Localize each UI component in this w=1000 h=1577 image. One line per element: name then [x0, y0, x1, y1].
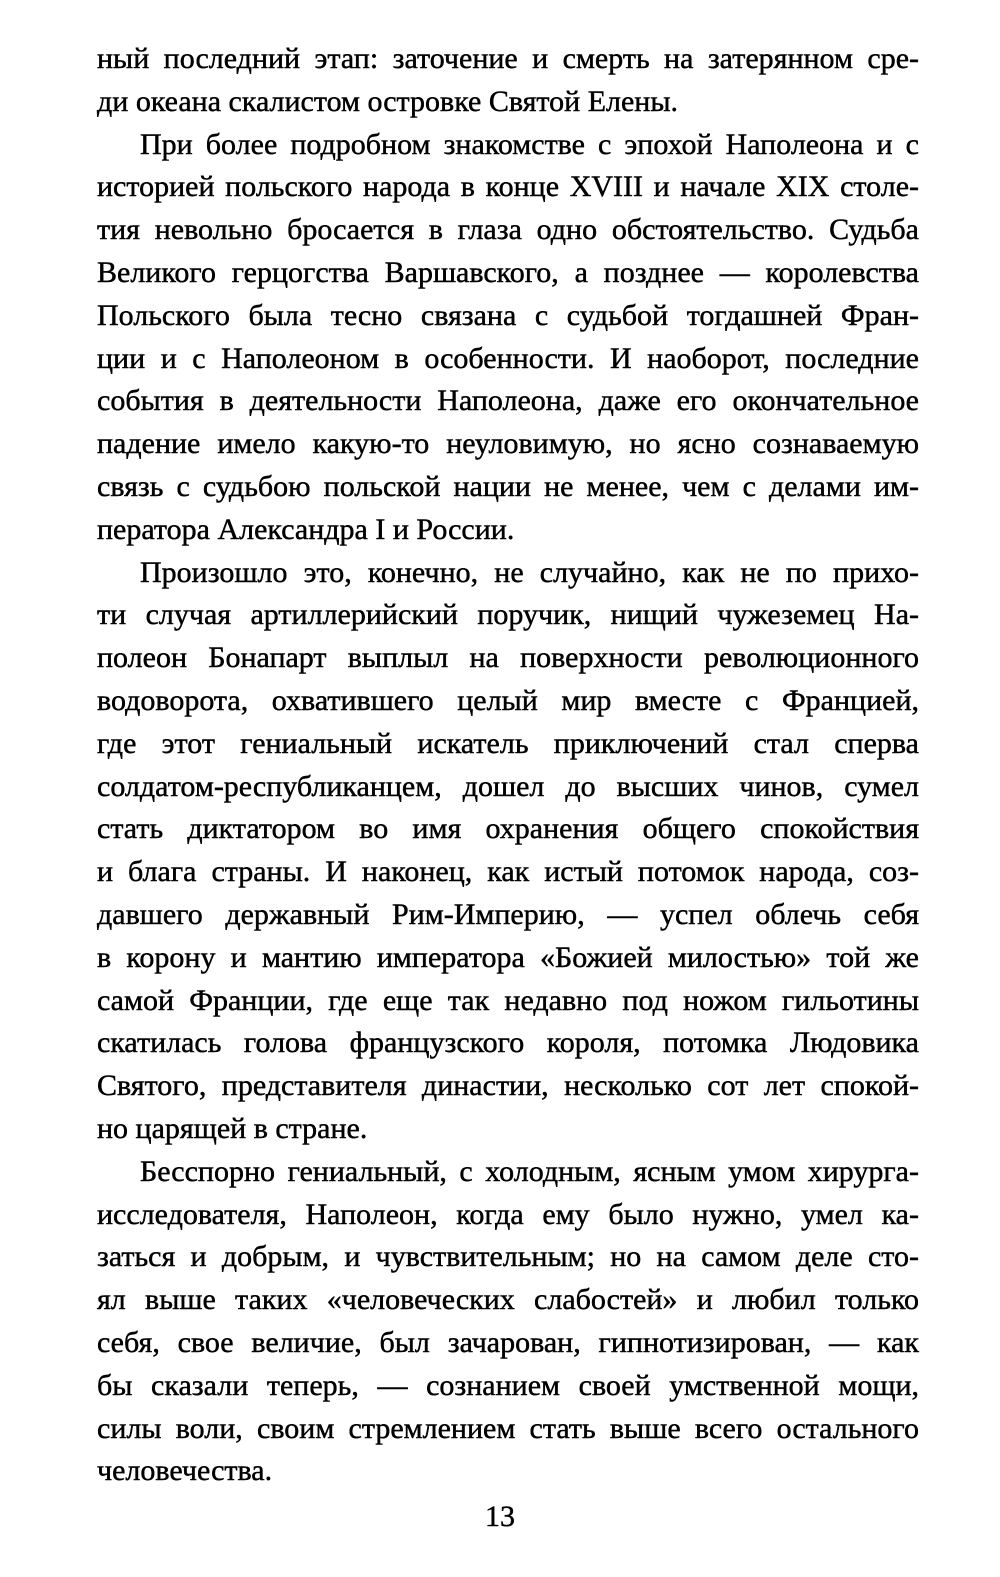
text-line: Польского была тесно связана с судьбой тогдашней Фран- — [97, 298, 919, 332]
text-line: человечества. — [97, 1454, 273, 1488]
text-line: но царящей в стране. — [97, 1111, 368, 1145]
page-number: 13 — [485, 1500, 515, 1533]
text-line: полеон Бонапарт выплыл на поверхности революционного — [97, 641, 919, 675]
text-line: самой Франции, где еще так недавно под ножом гильотины — [97, 983, 919, 1017]
text-line: в корону и мантию императора «Божией милостью» той же — [97, 940, 919, 974]
text-line: ди океана скалистом островке Святой Елены. — [97, 84, 679, 118]
text-line: ти случая артиллерийский поручик, нищий чужеземец На- — [97, 598, 919, 632]
text-line: скатилась голова французского короля, потомка Людовика — [97, 1026, 919, 1060]
text-line: историей польского народа в конце XVIII и начале XIX столе- — [97, 170, 919, 204]
text-line: Бесспорно гениальный, с холодным, ясным умом хирурга- — [140, 1154, 919, 1188]
text-line: Произошло это, конечно, не случайно, как не по прихо- — [140, 555, 919, 589]
text-line: солдатом-республиканцем, дошел до высших чинов, сумел — [97, 769, 919, 803]
text-line: связь с судьбою польской нации не менее, чем с делами им- — [97, 469, 919, 503]
body-text-block — [97, 38, 919, 1493]
text-line: водоворота, охватившего целый мир вместе с Францией, — [97, 683, 919, 717]
text-line: где этот гениальный искатель приключений стал сперва — [97, 726, 919, 760]
text-line: себя, свое величие, был зачарован, гипнотизирован, — как — [97, 1325, 919, 1359]
text-line: ял выше таких «человеческих слабостей» и любил только — [97, 1283, 919, 1317]
text-line: события в деятельности Наполеона, даже его окончательное — [97, 384, 919, 418]
text-line: падение имело какую-то неуловимую, но ясно сознаваемую — [97, 427, 919, 461]
text-line: заться и добрым, и чувствительным; но на самом деле сто- — [97, 1240, 919, 1274]
text-line: тия невольно бросается в глаза одно обстоятельство. Судьба — [97, 213, 919, 247]
text-line: и блага страны. И наконец, как истый потомок народа, соз- — [97, 855, 919, 889]
text-line: ный последний этап: заточение и смерть на затерянном сре- — [97, 42, 919, 75]
text-line: При более подробном знакомстве с эпохой Наполеона и с — [140, 127, 919, 161]
text-line: давшего державный Рим-Империю, — успел облечь себя — [97, 897, 919, 931]
text-line: ции и с Наполеоном в особенности. И наоборот, последние — [97, 341, 919, 375]
text-line: бы сказали теперь, — сознанием своей умственной мощи, — [97, 1368, 919, 1402]
text-line: стать диктатором во имя охранения общего спокойствия — [97, 812, 919, 846]
text-line: ператора Александра I и России. — [97, 512, 515, 546]
text-line: Великого герцогства Варшавского, а позднее — королевства — [97, 255, 919, 289]
text-line: силы воли, своим стремлением стать выше всего остального — [97, 1411, 919, 1445]
text-line: Святого, представителя династии, несколько сот лет спокой- — [97, 1069, 919, 1103]
text-line: исследователя, Наполеон, когда ему было нужно, умел ка- — [97, 1197, 919, 1231]
